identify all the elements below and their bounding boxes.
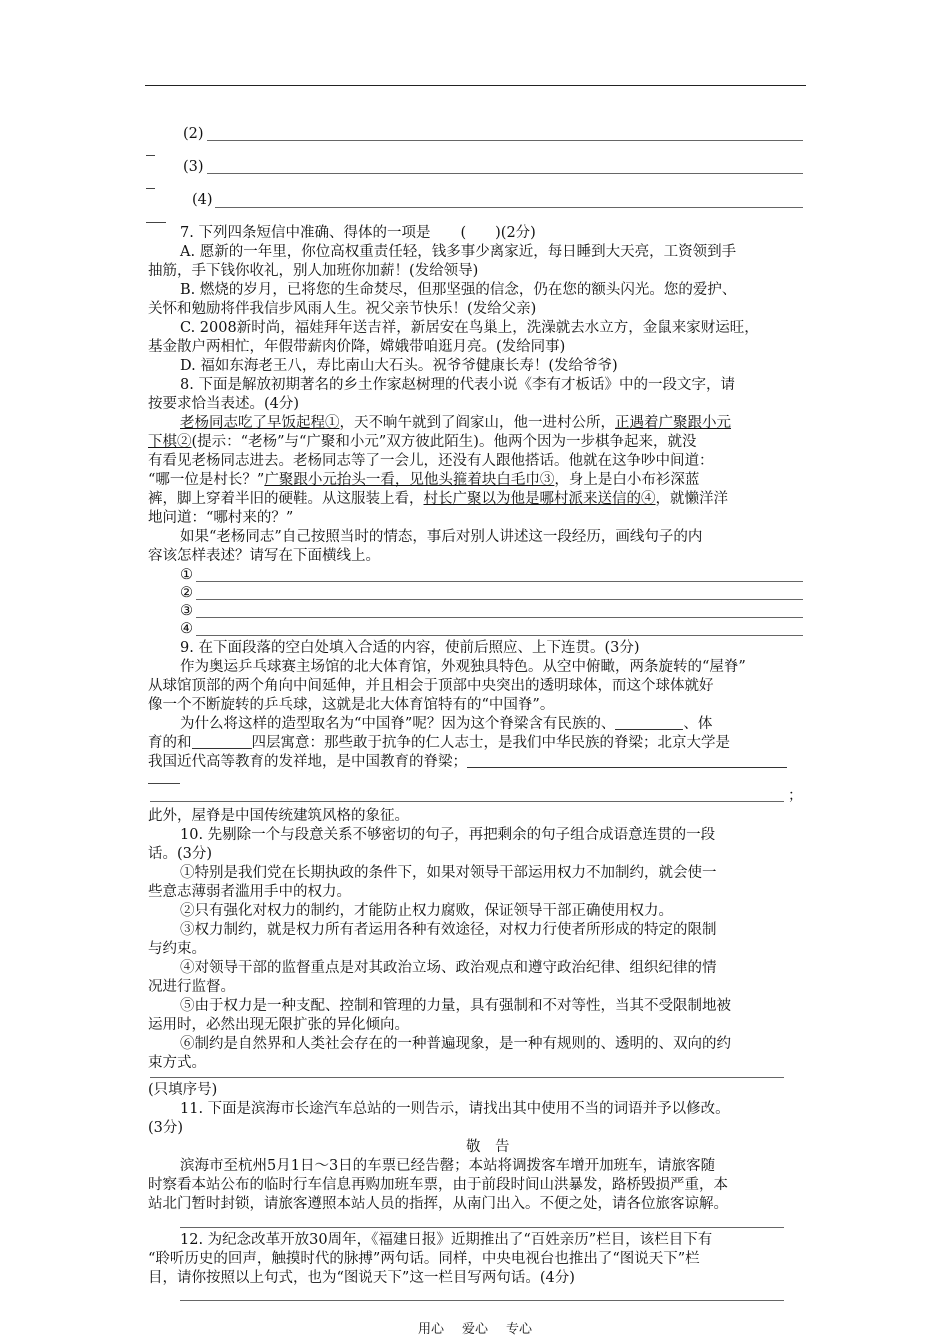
notice-title: 敬 告	[466, 1139, 510, 1155]
header-rule	[145, 85, 806, 86]
q9-passage: 像一个不断旋转的乒乓球，这就是北大体育馆特有的“中国脊”。	[148, 697, 555, 713]
q11-stem: 11. 下面是滨海市长途汽车总站的一则告示，请找出其中使用不当的词语并予以修改。	[180, 1101, 730, 1117]
q10-sentence-4-cont: 况进行监督。	[148, 979, 235, 995]
q8-passage: “哪一位是村长？”广聚跟小元抬头一看，见他头箍着块白毛巾③，身上是白小布衫深蓝	[148, 472, 700, 488]
q7-option-b: B. 燃烧的岁月，已将您的生命焚尽，但那坚强的信念，仍在您的额头闪光。您的爱护、	[180, 282, 737, 298]
q8-passage: 下棋②(提示：“老杨”与“广聚和小元”双方彼此陌生)。他两个因为一步棋争起来，就没	[148, 434, 697, 450]
q10-sentence-5: ⑤由于权力是一种支配、控制和管理的力量，具有强制和不对等性，当其不受限制地被	[180, 998, 731, 1014]
answer-line-3[interactable]	[207, 173, 803, 174]
notice-body: 滨海市至杭州5月1日～3日的车票已经告罄；本站将调拨客车增开加班车，请旅客随	[180, 1158, 716, 1174]
q8-answer-num-4: ④	[180, 621, 193, 637]
q8-answer-line-2[interactable]	[196, 599, 803, 600]
answer-label-3: (3)	[183, 159, 204, 175]
answer-line-2[interactable]	[207, 140, 803, 141]
q12-stem-cont: 目，请你按照以上句式，也为“图说天下”这一栏目写两句话。(4分)	[148, 1270, 575, 1286]
q8-answer-line-3[interactable]	[196, 617, 803, 618]
q8-answer-num-3: ③	[180, 603, 193, 619]
notice-body: 时察看本站公布的临时行车信息再购加班车票，由于前段时间山洪暴发，路桥毁损严重，本	[148, 1177, 728, 1193]
q10-sentence-5-cont: 运用时，必然出现无限扩张的异化倾向。	[148, 1017, 409, 1033]
q10-answer-line[interactable]	[150, 1077, 784, 1078]
q7-stem: 7. 下列四条短信中准确、得体的一项是 ( )(2分)	[180, 225, 536, 241]
q11-answer-line[interactable]	[180, 1227, 784, 1228]
q8-passage: 有看见老杨同志进去。老杨同志等了一会儿，还没有人跟他搭话。他就在这争吵中间道：	[148, 453, 714, 469]
q9-passage: 育的和 四层寓意：那些敢于抗争的仁人志士，是我们中华民族的脊梁；北京大学是	[148, 735, 730, 751]
q10-sentence-3-cont: 与约束。	[148, 941, 206, 957]
q10-stem-cont: 话。(3分)	[148, 846, 213, 862]
q10-sentence-6: ⑥制约是自然界和人类社会存在的一种普遍现象，是一种有规则的、透明的、双向的约	[180, 1036, 731, 1052]
q7-option-c-cont: 基金散户两相忙，年假带薪肉价降，嫦娥带咱逛月亮。(发给同事)	[148, 339, 566, 355]
page-footer: 用心 爱心 专心	[417, 1322, 533, 1337]
q10-note: (只填序号)	[148, 1082, 218, 1098]
notice-body: 站北门暂时封锁，请旅客遵照本站人员的指挥，从南门出入。不便之处，请各位旅客谅解。	[148, 1196, 728, 1212]
q8-ask-cont: 容该怎样表述？请写在下面横线上。	[148, 548, 380, 564]
q10-sentence-1: ①特别是我们党在长期执政的条件下，如果对领导干部运用权力不加制约，就会使一	[180, 865, 717, 881]
fill-blank[interactable]	[192, 734, 252, 749]
answer-bracket[interactable]: ( )	[460, 225, 501, 241]
q8-answer-line-4[interactable]	[196, 635, 803, 636]
q10-sentence-1-cont: 些意志薄弱者滥用手中的权力。	[148, 884, 351, 900]
q9-passage: 作为奥运乒乓球赛主场馆的北大体育馆，外观独具特色。从空中俯瞰，两条旋转的“屋脊”	[180, 659, 746, 675]
q7-option-a: A. 愿新的一年里，你位高权重责任轻，钱多事少离家近，每日睡到大天亮，工资领到手	[180, 244, 737, 260]
q10-sentence-6-cont: 束方式。	[148, 1055, 206, 1071]
q9-passage: 从球馆顶部的两个角向中间延伸，并且相会于顶部中央突出的透明球体，而这个球体就好	[148, 678, 714, 694]
fill-blank[interactable]	[615, 715, 683, 730]
q8-passage: 老杨同志吃了早饭起程①，天不晌午就到了阎家山，他一进村公所，正遇着广聚跟小元	[180, 415, 731, 431]
q7-option-b-cont: 关怀和勉励将伴我信步风雨人生。祝父亲节快乐！(发给父亲)	[148, 301, 537, 317]
q7-option-a-cont: 抽筋，手下钱你收礼，别人加班你加薪！(发给领导)	[148, 263, 479, 279]
q8-stem-cont: 按要求恰当表述。(4分)	[148, 396, 300, 412]
q8-ask: 如果“老杨同志”自己按照当时的情态，事后对别人讲述这一段经历，画线句子的内	[180, 529, 703, 545]
q12-stem: 12. 为纪念改革开放30周年，《福建日报》近期推出了“百姓亲历”栏目，该栏目下有	[180, 1232, 713, 1248]
q10-stem: 10. 先剔除一个与段意关系不够密切的句子，再把剩余的句子组合成语意连贯的一段	[180, 827, 716, 843]
margin-dash	[148, 783, 180, 784]
q12-answer-line[interactable]	[180, 1300, 784, 1301]
answer-label-4: (4)	[192, 192, 213, 208]
q9-answer-line[interactable]	[150, 801, 784, 802]
q9-passage: 我国近代高等教育的发祥地，是中国教育的脊梁；	[148, 753, 787, 772]
q9-passage: 为什么将这样的造型取名为“中国脊”呢？因为这个脊梁含有民族的、 、体	[180, 716, 713, 732]
q11-stem-cont: (3分)	[148, 1120, 184, 1136]
margin-dash	[146, 222, 166, 223]
q8-stem: 8. 下面是解放初期著名的乡土作家赵树理的代表小说《李有才板话》中的一段文字，请	[180, 377, 735, 393]
q7-option-d: D. 福如东海老王八，寿比南山大石头。祝爷爷健康长寿！(发给爷爷)	[180, 358, 618, 374]
q8-passage: 裤，脚上穿着半旧的硬鞋。从这服装上看，村长广聚以为他是哪村派来送信的④，就懒洋洋	[148, 491, 728, 507]
margin-dash	[146, 188, 155, 189]
q8-passage: 地问道：“哪村来的？”	[148, 510, 294, 526]
q10-sentence-4: ④对领导干部的监督重点是对其政治立场、政治观点和遵守政治纪律、组织纪律的情	[180, 960, 717, 976]
fill-blank[interactable]	[467, 753, 787, 768]
q9-semicolon: ；	[788, 788, 803, 804]
margin-dash	[146, 155, 155, 156]
answer-label-2: (2)	[183, 126, 204, 142]
q8-answer-num-2: ②	[180, 585, 193, 601]
q7-option-c: C. 2008新时尚，福娃拜年送吉祥，新居安在鸟巢上，洗澡就去水立方，金鼠来家财运旺，	[180, 320, 759, 336]
answer-line-4[interactable]	[215, 207, 803, 208]
q9-passage: 此外，屋脊是中国传统建筑风格的象征。	[148, 808, 409, 824]
q8-answer-num-1: ①	[180, 567, 193, 583]
q10-sentence-2: ②只有强化对权力的制约，才能防止权力腐败，保证领导干部正确使用权力。	[180, 903, 673, 919]
q12-stem-cont: “聆听历史的回声，触摸时代的脉搏”两句话。同样，中央电视台也推出了“图说天下”栏	[148, 1251, 700, 1267]
q10-sentence-3: ③权力制约，就是权力所有者运用各种有效途径，对权力行使者所形成的特定的限制	[180, 922, 717, 938]
q9-stem: 9. 在下面段落的空白处填入合适的内容，使前后照应、上下连贯。(3分)	[180, 640, 640, 656]
q8-answer-line-1[interactable]	[196, 581, 803, 582]
